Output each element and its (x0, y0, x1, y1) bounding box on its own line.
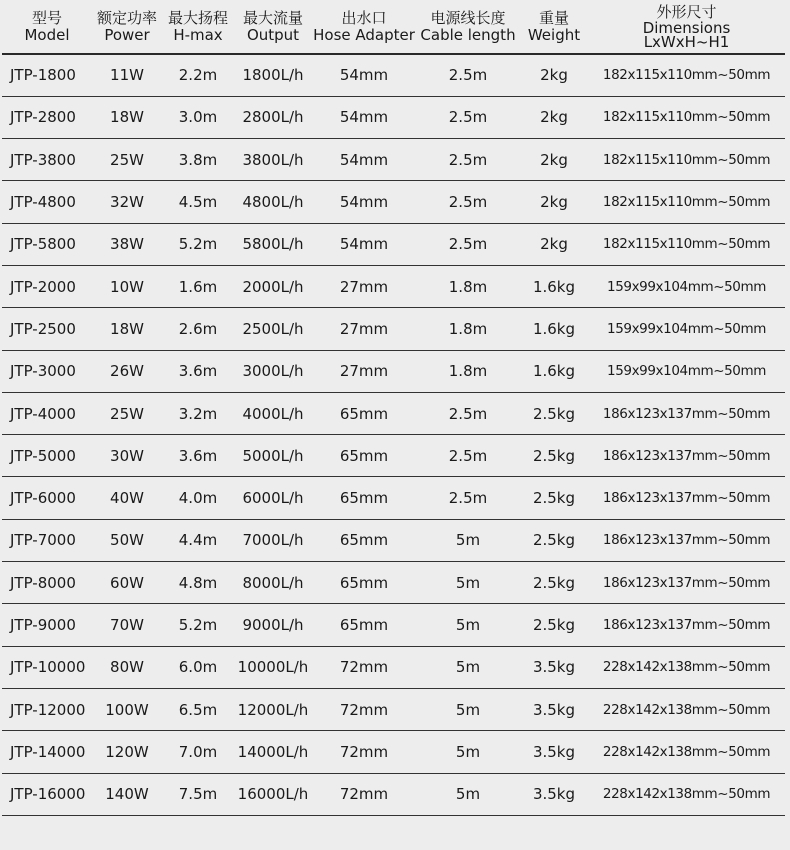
cell-power: 18W (92, 308, 162, 350)
cell-weight: 3.5kg (520, 773, 588, 815)
cell-dimensions: 186x123x137mm~50mm (588, 519, 785, 561)
cell-hmax: 7.5m (162, 773, 234, 815)
cell-hose-adapter: 72mm (312, 773, 416, 815)
cell-model: JTP-6000 (2, 477, 92, 519)
cell-output: 2500L/h (234, 308, 312, 350)
cell-power: 25W (92, 392, 162, 434)
cell-model: JTP-10000 (2, 646, 92, 688)
cell-weight: 3.5kg (520, 646, 588, 688)
cell-dimensions: 186x123x137mm~50mm (588, 604, 785, 646)
table-row (2, 223, 785, 265)
cell-model: JTP-4800 (2, 181, 92, 223)
header-model (2, 0, 92, 54)
cell-output: 16000L/h (234, 773, 312, 815)
cell-weight: 2.5kg (520, 519, 588, 561)
header-zh: 额定功率 (96, 8, 157, 27)
cell-hmax: 3.2m (162, 392, 234, 434)
cell-hmax: 4.5m (162, 181, 234, 223)
cell-hose-adapter: 54mm (312, 181, 416, 223)
cell-dimensions: 182x115x110mm~50mm (588, 223, 785, 265)
cell-dimensions: 159x99x104mm~50mm (588, 308, 785, 350)
cell-cable-length: 2.5m (416, 392, 520, 434)
cell-output: 10000L/h (234, 646, 312, 688)
table-body (2, 54, 785, 815)
cell-power: 30W (92, 435, 162, 477)
cell-hose-adapter: 54mm (312, 139, 416, 181)
header-zh: 最大流量 (242, 8, 303, 27)
cell-cable-length: 5m (416, 562, 520, 604)
cell-output: 2800L/h (234, 96, 312, 138)
cell-hmax: 6.0m (162, 646, 234, 688)
cell-power: 50W (92, 519, 162, 561)
table-row (2, 350, 785, 392)
cell-dimensions: 228x142x138mm~50mm (588, 646, 785, 688)
cell-output: 14000L/h (234, 731, 312, 773)
cell-power: 32W (92, 181, 162, 223)
cell-hmax: 2.6m (162, 308, 234, 350)
cell-model: JTP-3800 (2, 139, 92, 181)
cell-hose-adapter: 65mm (312, 435, 416, 477)
cell-hose-adapter: 72mm (312, 646, 416, 688)
cell-power: 70W (92, 604, 162, 646)
header-en: Hose Adapter (313, 25, 415, 44)
cell-weight: 2kg (520, 54, 588, 96)
cell-power: 25W (92, 139, 162, 181)
cell-power: 26W (92, 350, 162, 392)
cell-cable-length: 5m (416, 604, 520, 646)
header-en: Dimensions (642, 19, 731, 37)
cell-hmax: 7.0m (162, 731, 234, 773)
table-row (2, 562, 785, 604)
cell-cable-length: 2.5m (416, 181, 520, 223)
cell-power: 120W (92, 731, 162, 773)
cell-weight: 1.6kg (520, 350, 588, 392)
cell-hose-adapter: 65mm (312, 562, 416, 604)
cell-weight: 2.5kg (520, 562, 588, 604)
cell-cable-length: 2.5m (416, 477, 520, 519)
header-output (234, 0, 312, 54)
cell-hose-adapter: 72mm (312, 688, 416, 730)
cell-weight: 2kg (520, 223, 588, 265)
cell-hose-adapter: 65mm (312, 392, 416, 434)
cell-dimensions: 186x123x137mm~50mm (588, 435, 785, 477)
cell-weight: 3.5kg (520, 688, 588, 730)
cell-cable-length: 1.8m (416, 265, 520, 307)
cell-hmax: 5.2m (162, 604, 234, 646)
cell-model: JTP-4000 (2, 392, 92, 434)
cell-dimensions: 182x115x110mm~50mm (588, 139, 785, 181)
cell-cable-length: 5m (416, 731, 520, 773)
cell-output: 8000L/h (234, 562, 312, 604)
cell-dimensions: 228x142x138mm~50mm (588, 731, 785, 773)
header-en-sub: LxWxH~H1 (643, 33, 730, 51)
cell-dimensions: 182x115x110mm~50mm (588, 181, 785, 223)
cell-output: 12000L/h (234, 688, 312, 730)
cell-cable-length: 1.8m (416, 308, 520, 350)
table-row (2, 646, 785, 688)
table-row (2, 688, 785, 730)
cell-output: 6000L/h (234, 477, 312, 519)
cell-hose-adapter: 27mm (312, 350, 416, 392)
cell-model: JTP-8000 (2, 562, 92, 604)
cell-hose-adapter: 54mm (312, 54, 416, 96)
cell-model: JTP-14000 (2, 731, 92, 773)
cell-output: 7000L/h (234, 519, 312, 561)
cell-output: 1800L/h (234, 54, 312, 96)
cell-dimensions: 228x142x138mm~50mm (588, 688, 785, 730)
cell-weight: 2.5kg (520, 477, 588, 519)
cell-output: 3800L/h (234, 139, 312, 181)
table-row (2, 435, 785, 477)
cell-model: JTP-1800 (2, 54, 92, 96)
cell-power: 11W (92, 54, 162, 96)
header-cable-length (416, 0, 520, 54)
cell-cable-length: 2.5m (416, 139, 520, 181)
table-row (2, 308, 785, 350)
cell-model: JTP-3000 (2, 350, 92, 392)
cell-weight: 3.5kg (520, 731, 588, 773)
cell-weight: 1.6kg (520, 265, 588, 307)
cell-model: JTP-2500 (2, 308, 92, 350)
header-weight (520, 0, 588, 54)
cell-hose-adapter: 27mm (312, 265, 416, 307)
cell-cable-length: 5m (416, 688, 520, 730)
cell-hose-adapter: 54mm (312, 223, 416, 265)
header-zh: 型号 (31, 8, 62, 27)
cell-weight: 2kg (520, 181, 588, 223)
cell-dimensions: 228x142x138mm~50mm (588, 773, 785, 815)
cell-weight: 2.5kg (520, 392, 588, 434)
cell-output: 4000L/h (234, 392, 312, 434)
header-hose-adapter (312, 0, 416, 54)
cell-hmax: 3.8m (162, 139, 234, 181)
cell-hmax: 4.0m (162, 477, 234, 519)
table-row (2, 181, 785, 223)
table-row (2, 773, 785, 815)
header-dimensions (588, 0, 785, 54)
cell-weight: 2kg (520, 96, 588, 138)
cell-output: 4800L/h (234, 181, 312, 223)
cell-hose-adapter: 65mm (312, 519, 416, 561)
cell-output: 5800L/h (234, 223, 312, 265)
table-row (2, 139, 785, 181)
table-row (2, 519, 785, 561)
cell-dimensions: 159x99x104mm~50mm (588, 265, 785, 307)
cell-model: JTP-7000 (2, 519, 92, 561)
cell-model: JTP-9000 (2, 604, 92, 646)
cell-hmax: 1.6m (162, 265, 234, 307)
cell-cable-length: 5m (416, 773, 520, 815)
cell-hose-adapter: 72mm (312, 731, 416, 773)
table-row (2, 477, 785, 519)
cell-cable-length: 2.5m (416, 54, 520, 96)
cell-model: JTP-5800 (2, 223, 92, 265)
cell-model: JTP-2800 (2, 96, 92, 138)
cell-model: JTP-16000 (2, 773, 92, 815)
cell-output: 5000L/h (234, 435, 312, 477)
table-row (2, 96, 785, 138)
header-zh: 外形尺寸 (656, 3, 717, 21)
cell-hose-adapter: 65mm (312, 477, 416, 519)
cell-dimensions: 159x99x104mm~50mm (588, 350, 785, 392)
cell-hmax: 3.0m (162, 96, 234, 138)
table-row (2, 265, 785, 307)
cell-dimensions: 186x123x137mm~50mm (588, 562, 785, 604)
table-row (2, 604, 785, 646)
cell-cable-length: 2.5m (416, 96, 520, 138)
header-en: H-max (173, 25, 223, 44)
cell-hmax: 2.2m (162, 54, 234, 96)
header-en: Power (104, 25, 150, 44)
cell-cable-length: 1.8m (416, 350, 520, 392)
cell-cable-length: 2.5m (416, 223, 520, 265)
table-header (2, 0, 785, 54)
cell-model: JTP-5000 (2, 435, 92, 477)
header-en: Weight (527, 25, 581, 44)
cell-power: 40W (92, 477, 162, 519)
cell-output: 3000L/h (234, 350, 312, 392)
cell-power: 38W (92, 223, 162, 265)
cell-power: 60W (92, 562, 162, 604)
cell-cable-length: 5m (416, 646, 520, 688)
header-power (92, 0, 162, 54)
header-zh: 出水口 (341, 8, 387, 27)
cell-output: 2000L/h (234, 265, 312, 307)
cell-hmax: 4.8m (162, 562, 234, 604)
cell-model: JTP-12000 (2, 688, 92, 730)
cell-cable-length: 2.5m (416, 435, 520, 477)
cell-dimensions: 186x123x137mm~50mm (588, 477, 785, 519)
header-row (2, 0, 785, 54)
cell-power: 80W (92, 646, 162, 688)
cell-power: 10W (92, 265, 162, 307)
cell-hose-adapter: 54mm (312, 96, 416, 138)
cell-hmax: 3.6m (162, 435, 234, 477)
cell-model: JTP-2000 (2, 265, 92, 307)
cell-power: 18W (92, 96, 162, 138)
cell-output: 9000L/h (234, 604, 312, 646)
cell-cable-length: 5m (416, 519, 520, 561)
header-zh: 电源线长度 (430, 8, 506, 27)
table-row (2, 54, 785, 96)
cell-power: 100W (92, 688, 162, 730)
cell-hose-adapter: 65mm (312, 604, 416, 646)
cell-dimensions: 182x115x110mm~50mm (588, 96, 785, 138)
cell-hose-adapter: 27mm (312, 308, 416, 350)
cell-hmax: 4.4m (162, 519, 234, 561)
header-hmax (162, 0, 234, 54)
header-en: Model (24, 25, 70, 44)
cell-weight: 2.5kg (520, 435, 588, 477)
cell-dimensions: 182x115x110mm~50mm (588, 54, 785, 96)
cell-dimensions: 186x123x137mm~50mm (588, 392, 785, 434)
table-row (2, 392, 785, 434)
cell-power: 140W (92, 773, 162, 815)
spec-table (2, 0, 785, 816)
cell-hmax: 6.5m (162, 688, 234, 730)
cell-hmax: 5.2m (162, 223, 234, 265)
header-en: Output (246, 25, 300, 44)
cell-weight: 2kg (520, 139, 588, 181)
table-row (2, 731, 785, 773)
header-zh: 最大扬程 (167, 8, 228, 27)
cell-hmax: 3.6m (162, 350, 234, 392)
header-en: Cable length (420, 25, 516, 44)
cell-weight: 1.6kg (520, 308, 588, 350)
header-zh: 重量 (538, 8, 569, 27)
cell-weight: 2.5kg (520, 604, 588, 646)
